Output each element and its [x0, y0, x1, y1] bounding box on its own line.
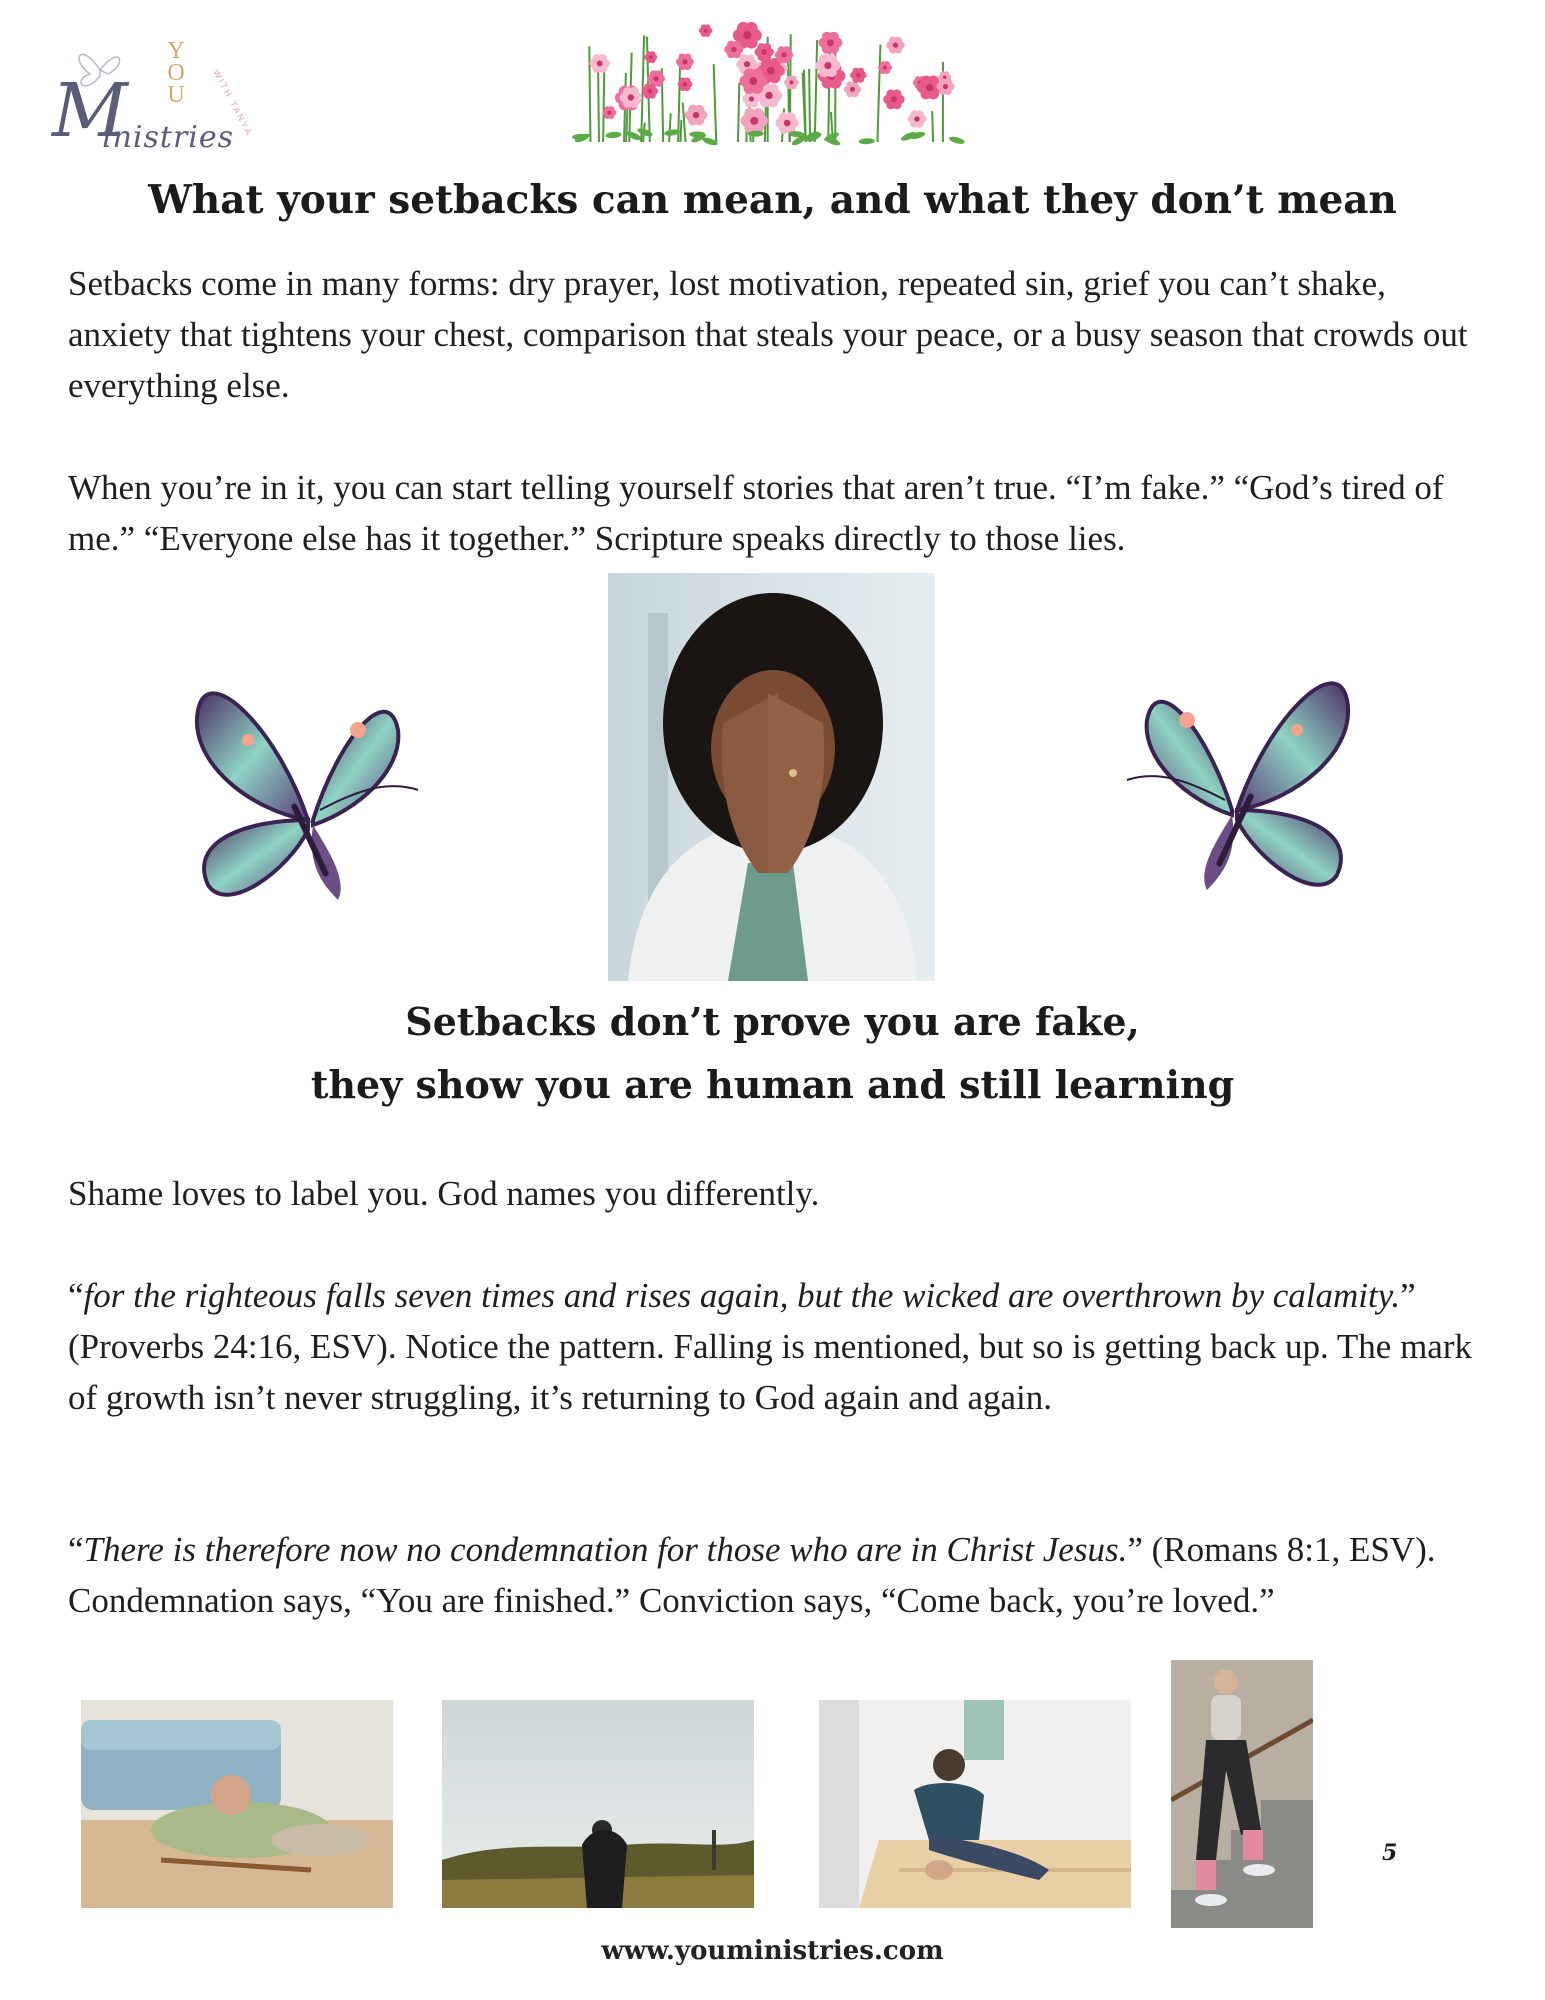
lies-paragraph: When you’re in it, you can start telling yourself stories that aren’t true. “I’m fake.” “God’s tired of me.” “Everyone else has it together.” Scripture speaks directly to those lies.: [68, 468, 1444, 558]
logo-tagline: WITH TANYA: [211, 68, 255, 139]
romans-rest: ” (Romans 8:1, ESV). Condemnation says, “You are finished.” Conviction says, “Come back, you’re loved.”: [68, 1530, 1436, 1620]
proverbs-quote: for the righteous falls seven times and rises again, but the wicked are overthrown by calamity.: [83, 1276, 1401, 1315]
brand-logo: [52, 38, 255, 178]
footer-url: www.youministries.com: [601, 1936, 944, 1966]
subhead-line-2: they show you are human and still learning: [310, 1062, 1235, 1107]
page-title: What your setbacks can mean, and what they don’t mean: [148, 177, 1397, 223]
woman-covering-face-photo: [608, 573, 935, 981]
shame-paragraph: Shame loves to label you. God names you differently.: [68, 1174, 820, 1213]
logo-word: inistries: [102, 120, 235, 155]
flower-banner-image: [570, 14, 970, 146]
woman-climbing-stairs-photo: [1171, 1660, 1313, 1928]
butterfly-right-icon: [1122, 660, 1357, 895]
intro-paragraph: Setbacks come in many forms: dry prayer, lost motivation, repeated sin, grief you can’t shake, anxiety that tightens your chest, comparison that steals your peace, or a busy season that crowds out everything else.: [68, 264, 1468, 405]
romans-paragraph: [68, 1524, 1488, 1626]
proverbs-rest: ” (Proverbs 24:16, ESV). Notice the pattern. Falling is mentioned, but so is getting back up. The mark of growth isn’t never struggling, it’s returning to God again and again.: [68, 1276, 1472, 1417]
quote-open: “: [68, 1530, 84, 1569]
romans-quote: There is therefore now no condemnation for those who are in Christ Jesus.: [83, 1530, 1128, 1569]
page-number: 5: [1382, 1840, 1398, 1866]
woman-fallen-stairs-photo: [819, 1700, 1131, 1908]
butterfly-left-icon: [188, 670, 423, 905]
quote-open: “: [68, 1276, 84, 1315]
logo-you-letters: Y O U: [167, 38, 185, 108]
elderly-man-fallen-photo: [81, 1700, 393, 1908]
man-walking-field-photo: [442, 1700, 754, 1908]
subhead-line-1: Setbacks don’t prove you are fake,: [405, 999, 1140, 1044]
logo-initial: M: [52, 68, 128, 154]
proverbs-paragraph: [68, 1270, 1488, 1423]
